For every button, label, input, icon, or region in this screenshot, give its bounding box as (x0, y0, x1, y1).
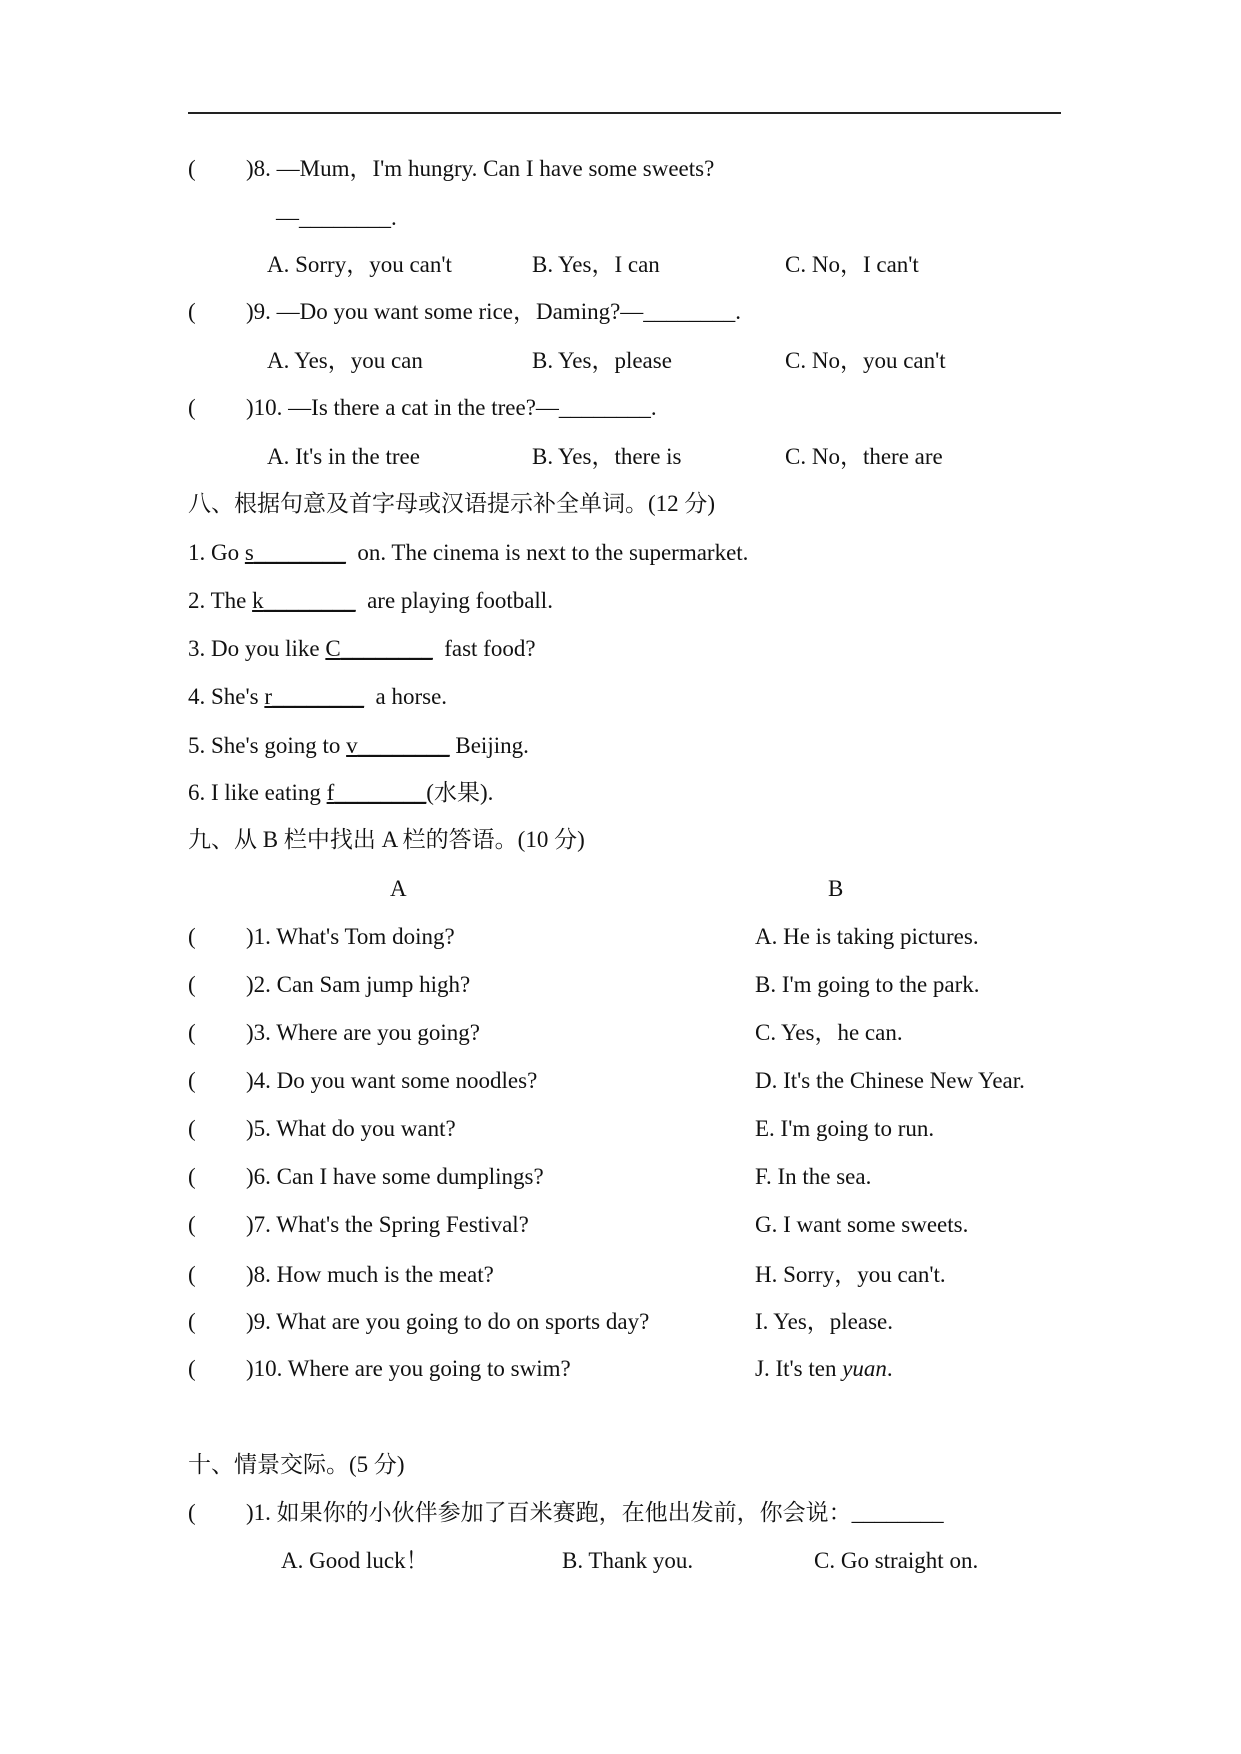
column-a-item: )4. Do you want some noodles? (246, 1068, 538, 1093)
answer-paren[interactable]: ( (188, 299, 196, 324)
question-stem: )1. 如果你的小伙伴参加了百米赛跑，在他出发前，你会说：________ (246, 1500, 944, 1525)
item-text: 4. She's (188, 684, 265, 709)
fill-blank[interactable]: ________ (253, 540, 346, 565)
option-c: C. No，there are (785, 444, 943, 469)
item-text: 3. Do you like (188, 636, 326, 661)
answer-paren[interactable]: ( (188, 1020, 196, 1045)
question-stem: )8. —Mum，I'm hungry. Can I have some sweets? (246, 156, 715, 181)
column-b-text: yuan (842, 1356, 887, 1381)
item-text: 5. She's going to (188, 733, 347, 758)
answer-line: —________. (276, 205, 397, 230)
item-text: are playing football. (355, 588, 553, 613)
column-b-item: H. Sorry，you can't. (755, 1262, 946, 1287)
fill-item (188, 636, 536, 662)
option-a: A. Yes，you can (267, 348, 423, 373)
fill-item (188, 684, 447, 710)
answer-paren[interactable]: ( (188, 1500, 196, 1525)
hint-letter: C (325, 636, 341, 661)
option-b: B. Yes，there is (532, 444, 682, 469)
option-a: A. Good luck！ (281, 1548, 429, 1573)
column-a-item: )6. Can I have some dumplings? (246, 1164, 544, 1189)
section-title-8: 八、根据句意及首字母或汉语提示补全单词。(12 分) (188, 491, 716, 516)
column-b-text: J. It's ten (755, 1356, 843, 1381)
answer-paren[interactable]: ( (188, 395, 196, 420)
column-b-item: I. Yes，please. (755, 1309, 893, 1334)
fill-blank[interactable]: ________ (272, 684, 365, 709)
fill-item (188, 588, 553, 614)
column-a-item: )5. What do you want? (246, 1116, 456, 1141)
item-text: 6. I like eating (188, 780, 327, 805)
hint-letter: v (346, 733, 358, 758)
item-text: a horse. (364, 684, 448, 709)
column-b-item: F. In the sea. (755, 1164, 872, 1189)
option-b: B. Yes，I can (532, 252, 660, 277)
column-a-item: )9. What are you going to do on sports day? (246, 1309, 650, 1334)
answer-paren[interactable]: ( (188, 972, 196, 997)
answer-paren[interactable]: ( (188, 1212, 196, 1237)
column-a-item: )3. Where are you going? (246, 1020, 480, 1045)
item-text: 1. Go (188, 540, 245, 565)
question-stem: )9. —Do you want some rice，Daming?—________. (246, 299, 742, 324)
hint-letter: k (252, 588, 264, 613)
answer-paren[interactable]: ( (188, 1068, 196, 1093)
column-a-header: A (390, 876, 407, 901)
column-b-item (755, 1356, 893, 1382)
answer-paren[interactable]: ( (188, 1356, 196, 1381)
item-text: Beijing. (449, 733, 529, 758)
option-c: C. No，I can't (785, 252, 919, 277)
answer-paren[interactable]: ( (188, 1262, 196, 1287)
question-stem: )10. —Is there a cat in the tree?—________. (246, 395, 657, 420)
column-b-item: A. He is taking pictures. (755, 924, 979, 949)
column-a-item: )2. Can Sam jump high? (246, 972, 471, 997)
option-a: A. It's in the tree (267, 444, 420, 469)
column-b-item: G. I want some sweets. (755, 1212, 969, 1237)
answer-paren[interactable]: ( (188, 156, 196, 181)
column-b-header: B (828, 876, 844, 901)
column-b-item: D. It's the Chinese New Year. (755, 1068, 1025, 1093)
answer-paren[interactable]: ( (188, 1164, 196, 1189)
column-a-item: )8. How much is the meat? (246, 1262, 494, 1287)
column-a-item: )10. Where are you going to swim? (246, 1356, 571, 1381)
column-b-item: B. I'm going to the park. (755, 972, 980, 997)
answer-paren[interactable]: ( (188, 924, 196, 949)
header-rule (188, 112, 1061, 114)
fill-blank[interactable]: ________ (334, 780, 427, 805)
fill-item (188, 780, 493, 806)
option-c: C. Go straight on. (814, 1548, 979, 1573)
section-title-9: 九、从 B 栏中找出 A 栏的答语。(10 分) (188, 827, 585, 852)
answer-paren[interactable]: ( (188, 1309, 196, 1334)
item-text: 2. The (188, 588, 253, 613)
column-a-item: )7. What's the Spring Festival? (246, 1212, 529, 1237)
column-a-item: )1. What's Tom doing? (246, 924, 455, 949)
column-b-item: C. Yes，he can. (755, 1020, 903, 1045)
option-b: B. Thank you. (562, 1548, 694, 1573)
hint-letter: f (326, 780, 335, 805)
fill-item (188, 733, 529, 759)
item-text: on. The cinema is next to the supermarket. (345, 540, 749, 565)
option-c: C. No，you can't (785, 348, 946, 373)
option-a: A. Sorry，you can't (267, 252, 452, 277)
section-title-10: 十、情景交际。(5 分) (188, 1452, 405, 1477)
item-text: fast food? (432, 636, 536, 661)
fill-item (188, 540, 748, 566)
column-b-item: E. I'm going to run. (755, 1116, 935, 1141)
hint-letter: r (264, 684, 273, 709)
column-b-text: . (886, 1356, 893, 1381)
item-text: (水果). (426, 780, 494, 805)
fill-blank[interactable]: ________ (340, 636, 433, 661)
fill-blank[interactable]: ________ (357, 733, 450, 758)
hint-letter: s (244, 540, 254, 565)
fill-blank[interactable]: ________ (263, 588, 356, 613)
answer-paren[interactable]: ( (188, 1116, 196, 1141)
option-b: B. Yes，please (532, 348, 672, 373)
